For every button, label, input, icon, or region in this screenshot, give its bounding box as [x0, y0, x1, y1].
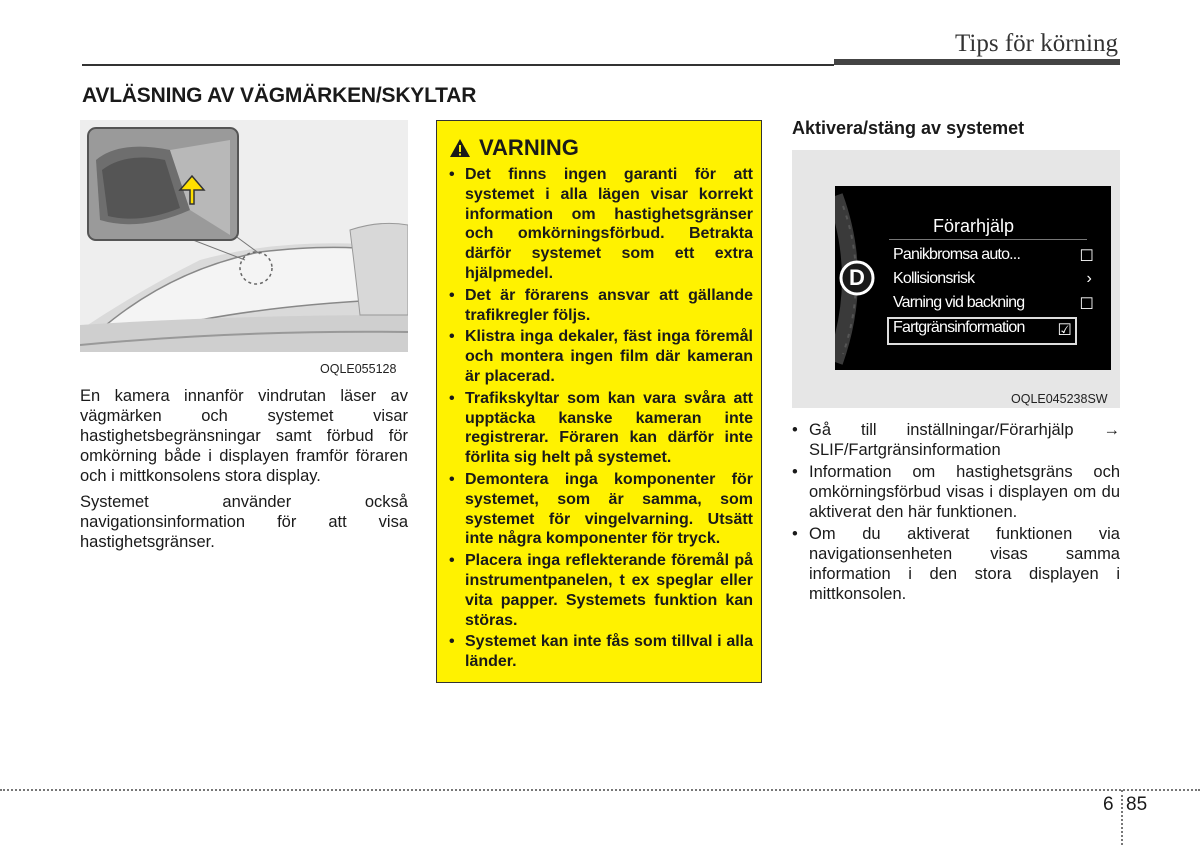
warning-item: • Klistra inga dekaler, fäst inga föremål och montera ingen film där kameran är placerad.	[449, 327, 753, 386]
gear-indicator: D	[849, 265, 865, 290]
instruction-item: • Information om hastighetsgräns och omkörningsförbud visas i displayen om du aktiverat den här funktionen.	[792, 462, 1120, 522]
section-title: AVLÄSNING AV VÄGMÄRKEN/SKYLTAR	[82, 84, 477, 107]
paragraph-navigation: Systemet använder också navigationsinformation för att visa hastighetsgränser.	[80, 493, 408, 551]
left-body	[80, 386, 408, 558]
checkbox-icon: ☐	[1079, 248, 1093, 265]
warning-title: VARNING	[479, 135, 579, 160]
warning-triangle-icon	[449, 138, 471, 158]
checkbox-icon: ☐	[1079, 296, 1093, 313]
display-menu-title: Förarhjälp	[933, 216, 1015, 236]
cluster-display	[835, 186, 1111, 370]
warning-item: • Det är förarens ansvar att gällande trafikregler följs.	[449, 286, 753, 326]
warning-item: • Det finns ingen garanti för att systemet i alla lägen visar korrekt information om hastighetsgränser och omkörningsförbud. Betrakta därför systemet som ett extra hjälpmedel.	[449, 165, 753, 284]
warning-header	[449, 135, 579, 161]
display-menu-item	[893, 294, 1093, 318]
menu-divider	[889, 239, 1087, 240]
warning-item: • Placera inga reflekterande föremål på instrumentpanelen, t ex speglar eller vita papper. Systemets funktion kan störas.	[449, 551, 753, 630]
page-number: 85	[1126, 794, 1148, 815]
paragraph-camera: En kamera innanför vindrutan läser av vägmärken och systemet visar hastighetsbegränsningar samt förbud för omkörning både i displayen framför föraren och i mittkonsolens stora display.	[80, 387, 408, 485]
footer-dotted-rule	[0, 789, 1200, 791]
instructions-list	[792, 420, 1120, 606]
footer-dotted-separator	[1121, 790, 1123, 845]
warning-box	[436, 120, 762, 683]
activate-title: Aktivera/stäng av systemet	[792, 118, 1025, 138]
menu-item-label: Kollisionsrisk	[893, 270, 975, 287]
menu-item-label: Varning vid backning	[893, 294, 1025, 311]
image-code-right: OQLE045238SW	[1011, 392, 1108, 406]
windshield-camera-image	[80, 120, 408, 352]
chevron-right-icon: ›	[1086, 270, 1091, 287]
display-menu-item	[893, 246, 1093, 270]
image-code-left: OQLE055128	[320, 362, 397, 376]
menu-item-label: Fartgränsinformation	[893, 319, 1025, 336]
header-rule	[82, 64, 834, 66]
checked-checkbox-icon: ☑	[1057, 322, 1071, 339]
header-bar	[834, 59, 1120, 65]
instruction-item: • Om du aktiverat funktionen via navigationsenheten visas samma information i den stora displayen i mittkonsolen.	[792, 524, 1120, 604]
menu-item-label: Panikbromsa auto...	[893, 246, 1021, 263]
chapter-number: 6	[1103, 794, 1114, 815]
windshield-illustration	[80, 120, 408, 352]
instruction-item: • Gå till inställningar/Förarhjälp → SLIF/Fartgränsinformation	[792, 420, 1120, 460]
display-menu-item	[893, 270, 1093, 294]
display-menu-item-selected	[887, 317, 1077, 345]
warning-item: • Demontera inga komponenter för systemet, som är samma, som systemet för vingelvarning. Utsätt inte några komponenter för tryck.	[449, 470, 753, 549]
warning-list	[449, 165, 753, 674]
chapter-title: Tips för körning	[955, 30, 1118, 57]
warning-item: • Systemet kan inte fås som tillval i alla länder.	[449, 632, 753, 672]
warning-item: • Trafikskyltar som kan vara svåra att upptäcka kanske kameran inte registrerar. Föraren kan därför inte förlita sig helt på systemet.	[449, 389, 753, 468]
